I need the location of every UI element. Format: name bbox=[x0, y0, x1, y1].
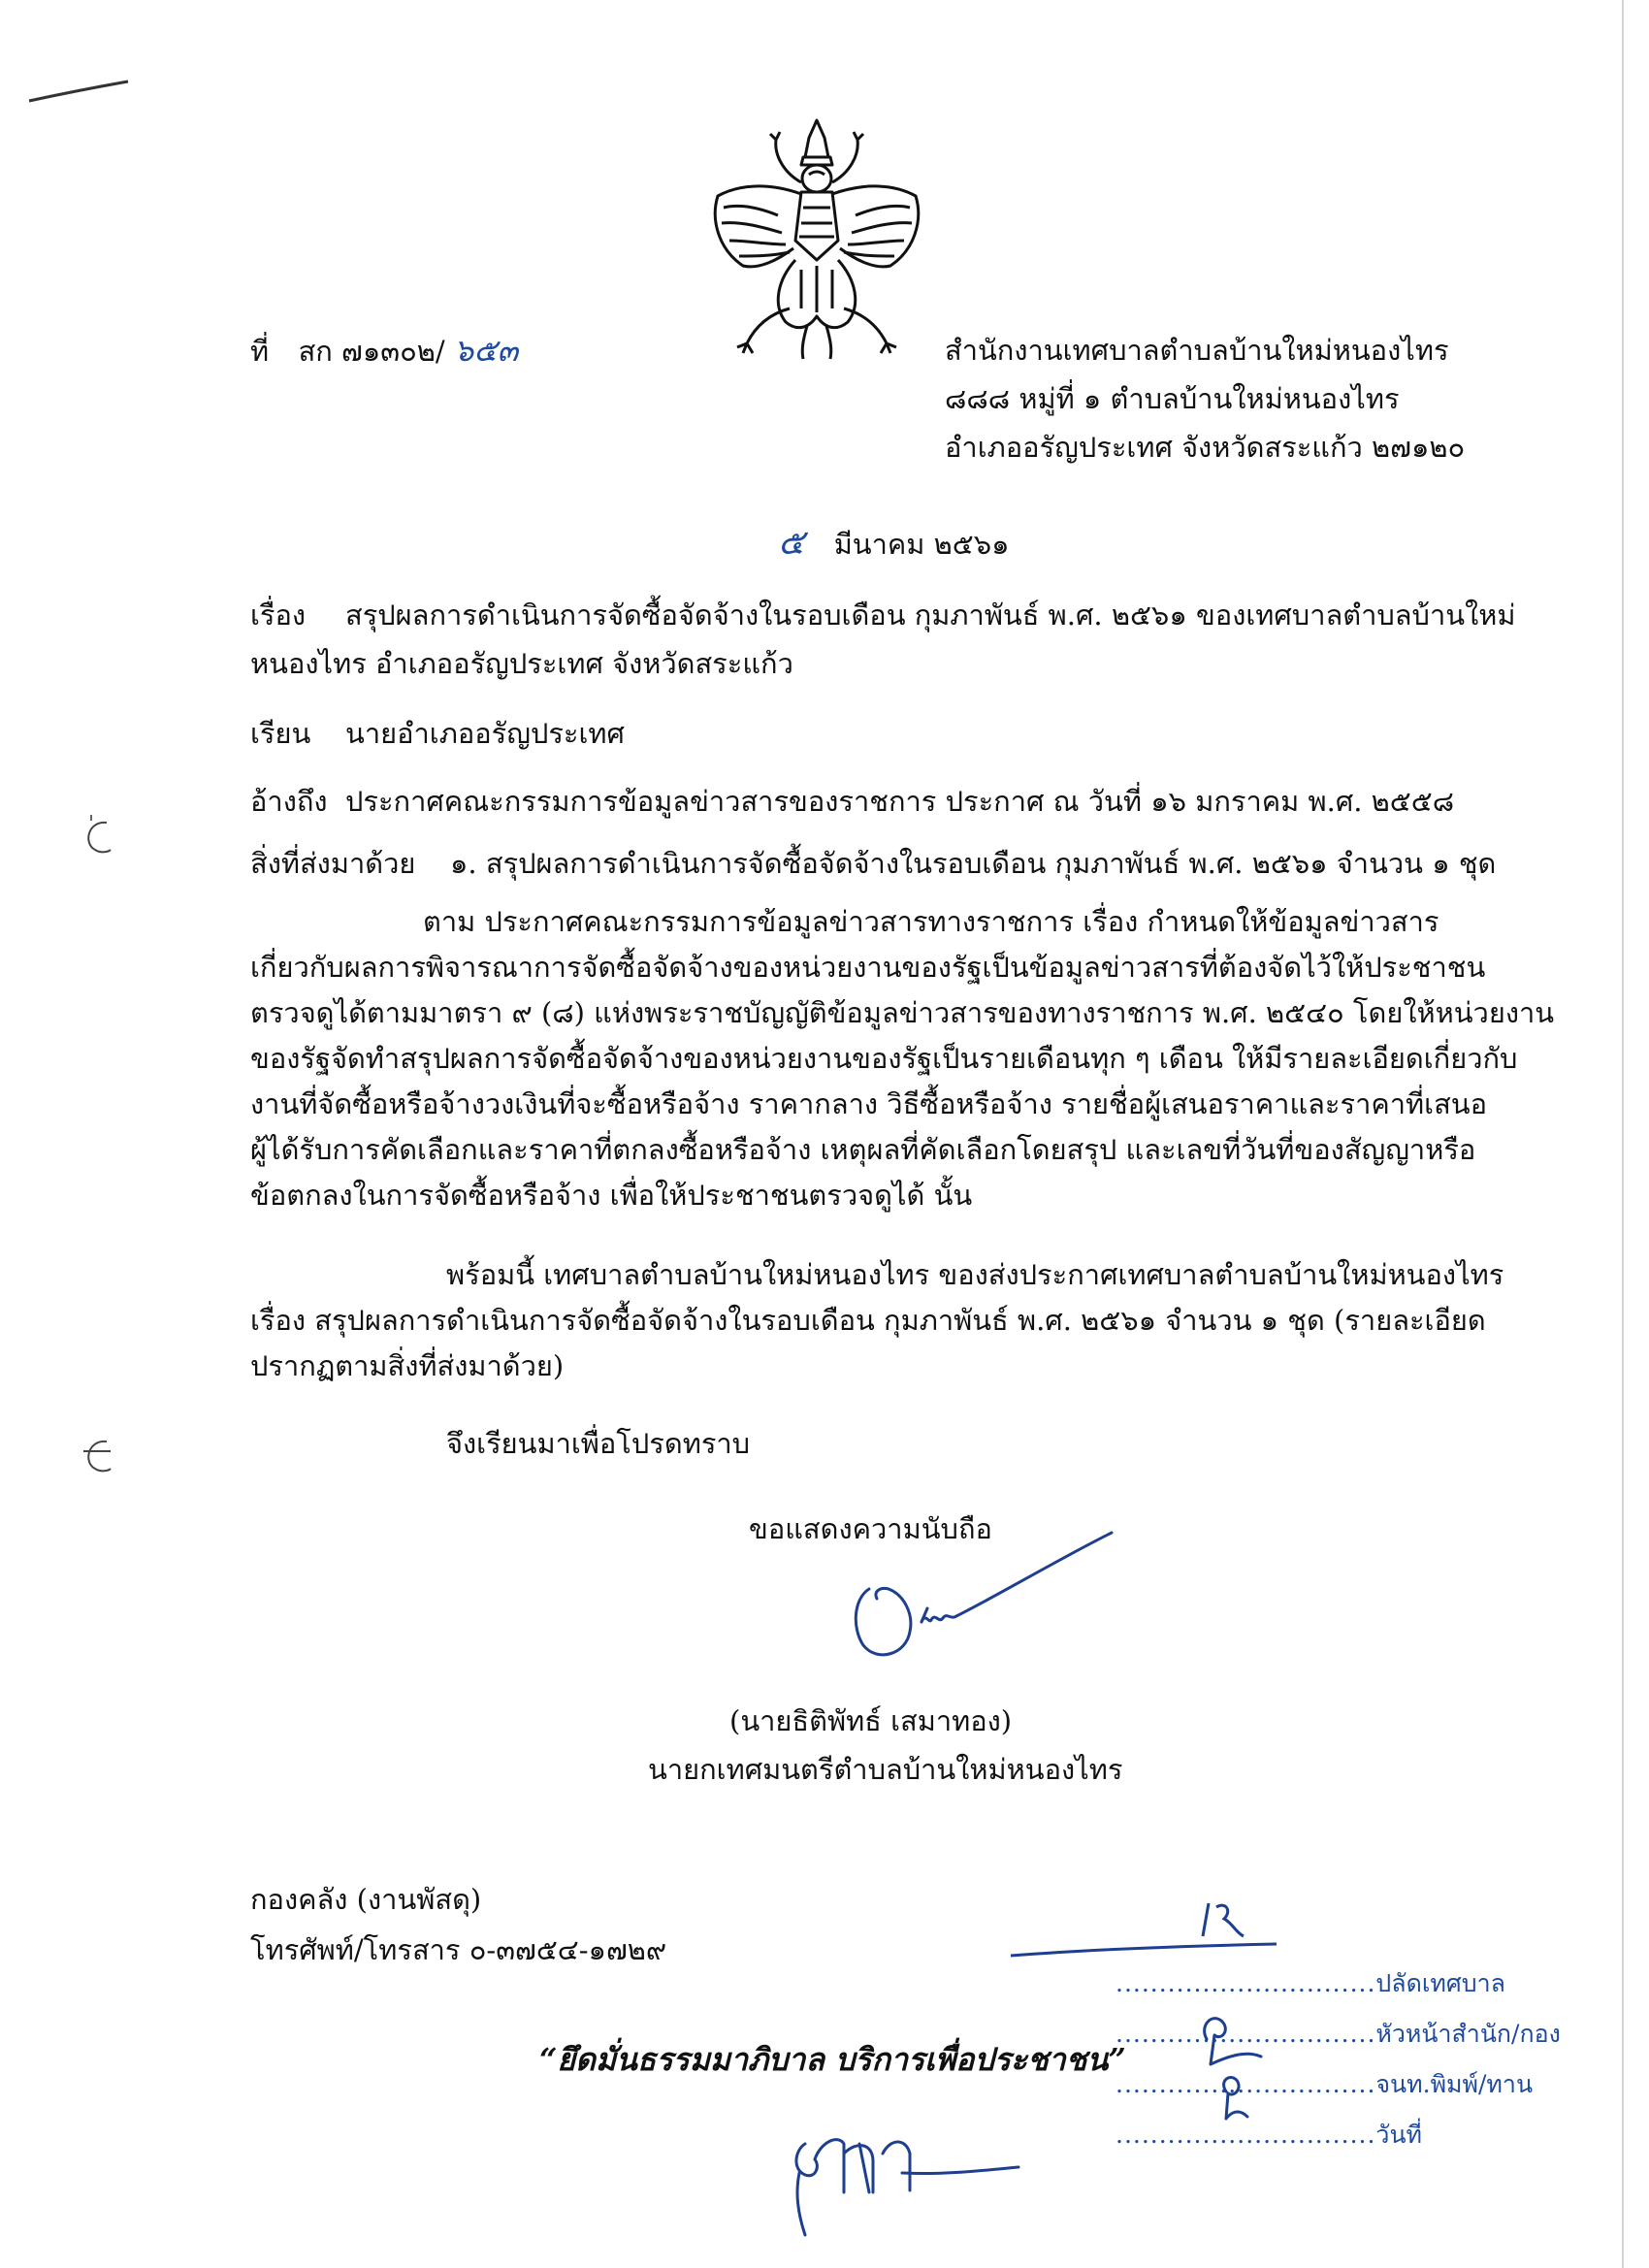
paragraph2-line: เรื่อง สรุปผลการดำเนินการจัดซื้อจัดจ้างในรอบเดือน กุมภาพันธ์ พ.ศ. ๒๕๖๑ จำนวน ๑ ชุด (รายละเอียด bbox=[250, 1304, 1486, 1337]
stamp-dots: .............................. bbox=[1116, 2020, 1376, 2048]
reference-value: ประกาศคณะกรรมการข้อมูลข่าวสารของราชการ ประกาศ ณ วันที่ ๑๖ มกราคม พ.ศ. ๒๕๕๘ bbox=[345, 785, 1455, 818]
office-name: สำนักงานเทศบาลตำบลบ้านใหม่หนองไทร bbox=[945, 334, 1449, 367]
footer-motto: “ยึดมั่นธรรมมาภิบาล บริการเพื่อประชาชน” bbox=[539, 2041, 1126, 2078]
bottom-handwritten-signature bbox=[776, 2115, 1028, 2241]
closing-request: จึงเรียนมาเพื่อโปรดทราบ bbox=[446, 1427, 751, 1460]
signature-mark bbox=[834, 1531, 1125, 1676]
office-address-line1: ๘๘๘ หมู่ที่ ๑ ตำบลบ้านใหม่หนองไทร bbox=[945, 382, 1400, 415]
stamp-row-label: วันที่ bbox=[1375, 2121, 1423, 2149]
document-date bbox=[778, 524, 1010, 564]
stamp-dots: .............................. bbox=[1116, 2121, 1376, 2149]
top-pen-mark bbox=[27, 76, 134, 105]
stamp-initials-top bbox=[1197, 1897, 1275, 1946]
paragraph1-line: ข้อตกลงในการจัดซื้อหรือจ้าง เพื่อให้ประชาชนตรวจดูได้ นั้น bbox=[250, 1179, 973, 1212]
subject-line2: หนองไทร อำเภออรัญประเทศ จังหวัดสระแก้ว bbox=[250, 647, 793, 680]
reference-label-text: อ้างถึง bbox=[250, 785, 328, 818]
reference-number: สก ๗๑๓๐๒/ bbox=[298, 335, 445, 368]
enclosure-label: สิ่งที่ส่งมาด้วย bbox=[250, 847, 416, 880]
paragraph1-line: ของรัฐจัดทำสรุปผลการจัดซื้อจัดจ้างของหน่วยงานของรัฐเป็นรายเดือนทุก ๆ เดือน ให้มีรายละเอียดเกี่ยวกับ bbox=[250, 1042, 1518, 1075]
stamp-dots: .............................. bbox=[1116, 2070, 1376, 2098]
paragraph1-line: งานที่จัดซื้อหรือจ้างวงเงินที่จะซื้อหรือจ้าง ราคากลาง วิธีซื้อหรือจ้าง รายชื่อผู้เสนอราคาและราคาที่เสนอ bbox=[250, 1087, 1488, 1120]
footer-phone: โทรศัพท์/โทรสาร ๐-๓๗๕๔-๑๗๒๙ bbox=[250, 1933, 667, 1966]
stamp-row-label: จนท.พิมพ์/ทาน bbox=[1375, 2070, 1534, 2098]
paragraph1-line: ผู้ได้รับการคัดเลือกและราคาที่ตกลงซื้อหรือจ้าง เหตุผลที่คัดเลือกโดยสรุป และเลขที่วันที่ของสัญญาหรือ bbox=[250, 1133, 1476, 1166]
enclosure-value: ๑. สรุปผลการดำเนินการจัดซื้อจัดจ้างในรอบเดือน กุมภาพันธ์ พ.ศ. ๒๕๖๑ จำนวน ๑ ชุด bbox=[450, 847, 1497, 880]
signatory-position: นายกเทศมนตรีตำบลบ้านใหม่หนองไทร bbox=[648, 1753, 1123, 1786]
footer-department: กองคลัง (งานพัสดุ) bbox=[250, 1883, 482, 1916]
stamp-row-label: หัวหน้าสำนัก/กอง bbox=[1375, 2020, 1561, 2048]
recipient-label: เรียน bbox=[250, 717, 311, 750]
date-day-handwritten: ๕ bbox=[778, 523, 805, 563]
paragraph1-line: ตาม ประกาศคณะกรรมการข้อมูลข่าวสารทางราชการ เรื่อง กำหนดให้ข้อมูลข่าวสาร bbox=[423, 905, 1439, 938]
stamp-row bbox=[1116, 2068, 1533, 2101]
subject-label: เรื่อง bbox=[250, 599, 307, 632]
reference-label: ที่ bbox=[250, 335, 270, 368]
stamp-row-label: ปลัดเทศบาล bbox=[1375, 1969, 1505, 1997]
recipient-value: นายอำเภออรัญประเทศ bbox=[345, 717, 625, 750]
paragraph1-line: เกี่ยวกับผลการพิจารณาการจัดซื้อจัดจ้างของหน่วยงานของรัฐเป็นข้อมูลข่าวสารที่ต้องจัดไว้ให้ประชาชน bbox=[250, 951, 1486, 984]
stamp-row bbox=[1116, 2018, 1561, 2051]
office-address-line2: อำเภออรัญประเทศ จังหวัดสระแก้ว ๒๗๑๒๐ bbox=[945, 431, 1466, 464]
stamp-row bbox=[1116, 1967, 1505, 2000]
scan-edge-line bbox=[1622, 0, 1624, 2268]
garuda-emblem bbox=[700, 114, 933, 363]
reference-number-line bbox=[250, 331, 518, 371]
date-month-year: มีนาคม ๒๕๖๑ bbox=[833, 528, 1010, 561]
stamp-initials-middle bbox=[1193, 1996, 1280, 2132]
punch-hole-mark-lower bbox=[78, 1430, 116, 1478]
closing-salutation: ขอแสดงความนับถือ bbox=[749, 1512, 992, 1545]
paragraph2-line: พร้อมนี้ เทศบาลตำบลบ้านใหม่หนองไทร ของส่งประกาศเทศบาลตำบลบ้านใหม่หนองไทร bbox=[446, 1258, 1504, 1291]
paragraph1-line: ตรวจดูได้ตามมาตรา ๙ (๘) แห่งพระราชบัญญัติข้อมูลข่าวสารของทางราชการ พ.ศ. ๒๕๔๐ โดยให้หน่วยงาน bbox=[250, 996, 1555, 1029]
subject-line1: สรุปผลการดำเนินการจัดซื้อจัดจ้างในรอบเดือน กุมภาพันธ์ พ.ศ. ๒๕๖๑ ของเทศบาลตำบลบ้านใหม่ bbox=[345, 599, 1516, 632]
paragraph2-line: ปรากฏตามสิ่งที่ส่งมาด้วย) bbox=[250, 1349, 565, 1382]
stamp-dots: .............................. bbox=[1116, 1969, 1376, 1997]
reference-number-handwritten: ๖๕๓ bbox=[453, 332, 519, 369]
signatory-name: (นายธิติพัทธ์ เสมาทอง) bbox=[729, 1704, 1013, 1737]
punch-hole-mark-upper bbox=[78, 811, 116, 859]
